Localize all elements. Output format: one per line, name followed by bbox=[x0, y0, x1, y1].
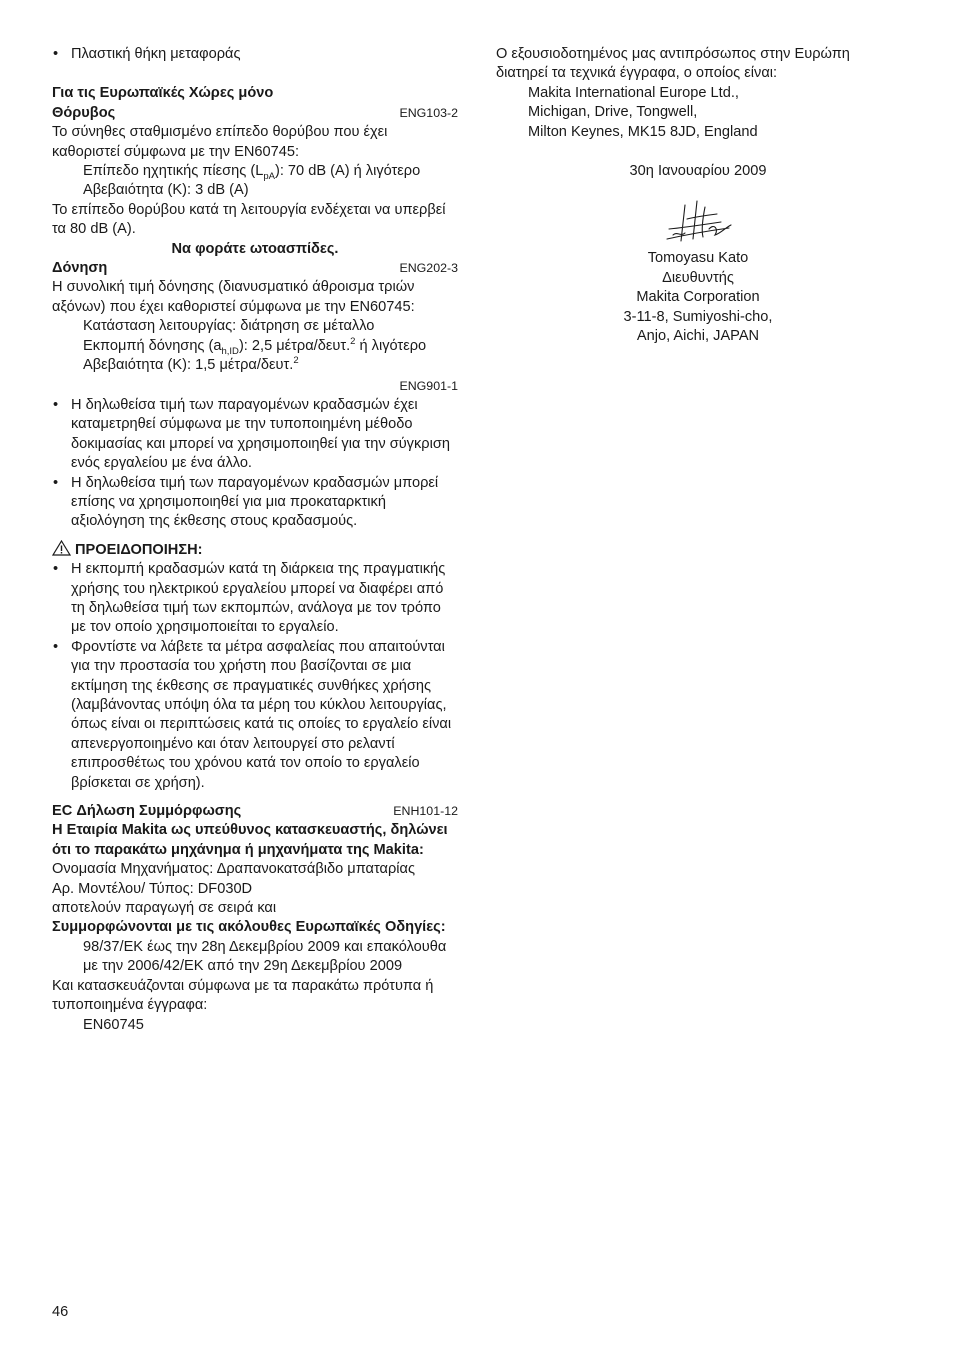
ec-heading: EC Δήλωση Συμμόρφωσης bbox=[52, 803, 242, 820]
noise-header bbox=[52, 104, 458, 123]
vibration-code: ENG202-3 bbox=[399, 261, 458, 276]
ec-directives: 98/37/ΕΚ έως την 28η Δεκεμβρίου 2009 και επακόλουθα με την 2006/42/ΕΚ από την 29η Δεκεμβρίου 2009 bbox=[83, 938, 447, 975]
warning-bullet-1: • Η εκπομπή κραδασμών κατά τη διάρκεια της πραγματικής χρήσης του ηλεκτρικού εργαλείου μπορεί να διαφέρει από τη δηλωθείσα τιμή των εκπομπών, ανάλογα με τον τρόπο με τον οποίο χρησιμοποιείται το εργαλείο. bbox=[52, 560, 458, 638]
right-column bbox=[496, 45, 896, 346]
rep-intro: Ο εξουσιοδοτημένος μας αντιπρόσωπος στην Ευρώπη διατηρεί τα τεχνικά έγγραφα, ο οποίος είναι: bbox=[496, 46, 850, 82]
noise-heading: Θόρυβος bbox=[52, 104, 116, 121]
warning-heading: ΠΡΟΕΙΔΟΠΟΙΗΣΗ: bbox=[52, 540, 458, 560]
vibration-emission: Εκπομπή δόνησης $(a_{h,ID})$: 2,5 μέτρα/δευτ.$^2$ ή λιγότερο bbox=[83, 335, 427, 357]
left-column bbox=[52, 45, 458, 1035]
declared-bullet-1: • Η δηλωθείσα τιμή των παραγομένων κραδασμών έχει καταμετρηθεί σύμφωνα με την τυποποιημένη μέθοδο δοκιμασίας και μπορεί να χρησιμοποιηθεί για την σύγκριση ενός εργαλείου με ένα άλλο. bbox=[52, 396, 458, 474]
ec-designation: Ονομασία Μηχανήματος: Δραπανοκατσάβιδο μπαταρίας bbox=[52, 861, 416, 878]
warning-triangle-icon bbox=[52, 540, 71, 556]
signature-block bbox=[496, 162, 900, 346]
noise-exceed: Το επίπεδο θορύβου κατά τη λειτουργία ενδέχεται να υπερβεί τα 80 dB (A). bbox=[52, 201, 446, 238]
ec-header bbox=[52, 802, 458, 821]
ear-protection: Να φοράτε ωτοασπίδες. bbox=[171, 240, 339, 257]
declared-code: ENG901-1 bbox=[399, 378, 458, 393]
signatory-name: Tomoyasu Kato bbox=[647, 250, 749, 267]
signatory-title: Διευθυντής bbox=[662, 269, 734, 286]
rep-address-line-3: Milton Keynes, MK15 8JD, England bbox=[528, 123, 758, 140]
declared-bullet-2: • Η δηλωθείσα τιμή των παραγομένων κραδασμών μπορεί επίσης να χρησιμοποιηθεί για μια προκαταρκτική αξιολόγηση της έκθεσης στους κραδασμούς. bbox=[52, 474, 458, 532]
signatory-address-2: Anjo, Aichi, JAPAN bbox=[636, 328, 760, 345]
noise-pressure: Επίπεδο ηχητικής πίεσης $(L_{pA})$: 70 dB (A) ή λιγότερο bbox=[83, 163, 421, 182]
vibration-header bbox=[52, 259, 458, 278]
noise-code: ENG103-2 bbox=[399, 105, 458, 120]
ec-code: ENH101-12 bbox=[393, 804, 458, 819]
bullet-carrying-case: • Πλαστική θήκη μεταφοράς bbox=[52, 45, 458, 64]
signatory-company: Makita Corporation bbox=[636, 289, 760, 306]
noise-intro: Το σύνηθες σταθμισμένο επίπεδο θορύβου που έχει καθοριστεί σύμφωνα με την EN60745: bbox=[52, 124, 388, 160]
page-number: 46 bbox=[52, 1304, 69, 1320]
vibration-intro: Η συνολική τιμή δόνησης (διανυσματικό άθροισμα τριών αξόνων) που έχει καθοριστεί σύμφωνα με την EN60745: bbox=[52, 279, 415, 315]
vibration-mode: Κατάσταση λειτουργίας: διάτρηση σε μέταλλο bbox=[83, 318, 375, 335]
ec-comply: Συμμορφώνονται με τις ακόλουθες Ευρωπαϊκές Οδηγίες: bbox=[52, 919, 446, 936]
noise-uncertainty: Αβεβαιότητα (K): 3 dB (A) bbox=[83, 182, 249, 199]
rep-address-line-2: Michigan, Drive, Tongwell, bbox=[528, 104, 698, 121]
ec-series: αποτελούν παραγωγή σε σειρά και bbox=[52, 900, 277, 917]
warning-bullet-2: • Φροντίστε να λάβετε τα μέτρα ασφαλείας που απαιτούνται για την προστασία του χρήστη που βασίζονται σε μια εκτίμηση της έκθεσης σε πραγματικές συνθήκες χρήσης (λαμβάνοντας υπόψη όλα τα μέρη του κύκλου λειτουργίας, όπως είναι οι περιπτώσεις κατά τις οποίες το εργαλείο είναι απενεργοποιημένο και όταν λειτουργεί στο ρελαντί επιπροσθέτως του χρόνου κατά τον οποίο το εργαλείο βρίσκεται σε χρήση). bbox=[52, 638, 458, 793]
eu-heading: Για τις Ευρωπαϊκές Χώρες μόνο bbox=[52, 85, 274, 102]
ec-standard: EN60745 bbox=[83, 1016, 144, 1033]
declaration-date: 30η Ιανουαρίου 2009 bbox=[629, 163, 767, 180]
ec-declares: Η Εταιρία Makita ως υπεύθυνος κατασκευαστής, δηλώνει ότι το παρακάτω μηχάνημα ή μηχανήματα της Makita: bbox=[52, 822, 448, 858]
vibration-heading: Δόνηση bbox=[52, 260, 108, 277]
signatory-address-1: 3-11-8, Sumiyoshi-cho, bbox=[623, 308, 773, 325]
handwritten-signature bbox=[659, 195, 737, 245]
ec-standards: Και κατασκευάζονται σύμφωνα με τα παρακάτω πρότυπα ή τυποποιημένα έγγραφα: bbox=[52, 977, 434, 1014]
ec-model: Αρ. Μοντέλου/ Τύπος: DF030D bbox=[52, 880, 253, 897]
rep-address-line-1: Makita International Europe Ltd., bbox=[528, 84, 739, 101]
vibration-uncertainty: Αβεβαιότητα (K): 1,5 μέτρα/δευτ.$^2$ bbox=[83, 355, 299, 374]
